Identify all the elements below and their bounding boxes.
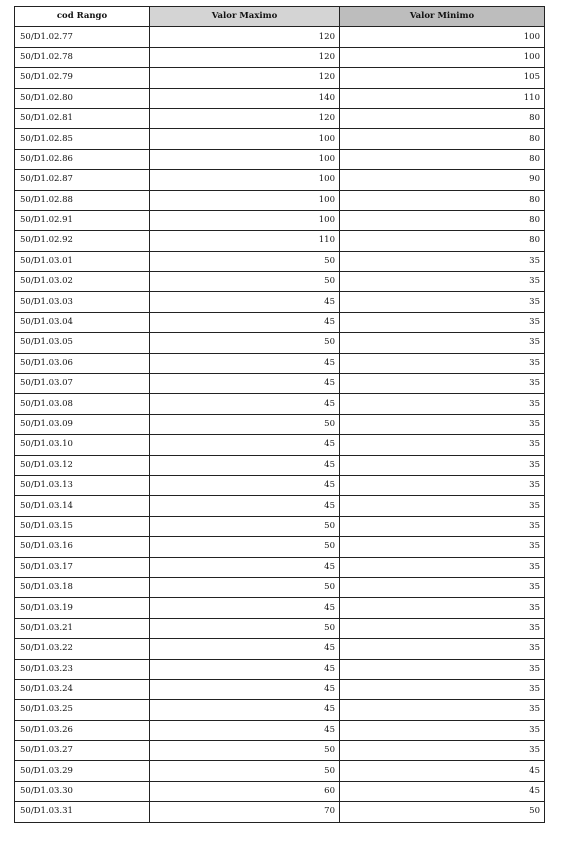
- table-row: [15, 210, 545, 230]
- table-row: [15, 394, 545, 414]
- valor-maximo-cell: 50: [150, 761, 340, 781]
- cod-rango-cell: 50/D1.03.15: [15, 516, 150, 536]
- column-header-cod-rango: cod Rango: [15, 7, 150, 27]
- valor-maximo-cell: 45: [150, 557, 340, 577]
- valor-maximo-cell: 45: [150, 292, 340, 312]
- valor-minimo-cell: 80: [340, 149, 545, 169]
- valor-minimo-cell: 80: [340, 231, 545, 251]
- valor-maximo-cell: 120: [150, 68, 340, 88]
- valor-minimo-cell: 35: [340, 537, 545, 557]
- table-row: [15, 190, 545, 210]
- table-row: [15, 129, 545, 149]
- valor-maximo-cell: 45: [150, 374, 340, 394]
- table-row: [15, 679, 545, 699]
- table-row: [15, 802, 545, 822]
- cod-rango-cell: 50/D1.02.80: [15, 88, 150, 108]
- valor-maximo-cell: 50: [150, 272, 340, 292]
- valor-maximo-cell: 100: [150, 129, 340, 149]
- valor-maximo-cell: 45: [150, 496, 340, 516]
- table-row: [15, 720, 545, 740]
- valor-maximo-cell: 100: [150, 170, 340, 190]
- valor-minimo-cell: 100: [340, 47, 545, 67]
- valor-minimo-cell: 35: [340, 741, 545, 761]
- table-row: [15, 68, 545, 88]
- valor-maximo-cell: 45: [150, 679, 340, 699]
- valor-maximo-cell: 100: [150, 190, 340, 210]
- cod-rango-cell: 50/D1.02.87: [15, 170, 150, 190]
- table-row: [15, 659, 545, 679]
- cod-rango-cell: 50/D1.03.22: [15, 639, 150, 659]
- cod-rango-cell: 50/D1.03.06: [15, 353, 150, 373]
- table-row: [15, 516, 545, 536]
- valor-maximo-cell: 45: [150, 598, 340, 618]
- cod-rango-cell: 50/D1.02.91: [15, 210, 150, 230]
- valor-minimo-cell: 50: [340, 802, 545, 822]
- cod-rango-cell: 50/D1.03.27: [15, 741, 150, 761]
- valor-minimo-cell: 35: [340, 455, 545, 475]
- cod-rango-cell: 50/D1.03.07: [15, 374, 150, 394]
- valor-maximo-cell: 45: [150, 435, 340, 455]
- valor-minimo-cell: 35: [340, 251, 545, 271]
- valor-minimo-cell: 35: [340, 659, 545, 679]
- table-row: [15, 598, 545, 618]
- valor-maximo-cell: 50: [150, 251, 340, 271]
- valor-minimo-cell: 45: [340, 761, 545, 781]
- cod-rango-cell: 50/D1.03.26: [15, 720, 150, 740]
- valor-minimo-cell: 35: [340, 496, 545, 516]
- table-row: [15, 496, 545, 516]
- valor-maximo-cell: 140: [150, 88, 340, 108]
- valor-minimo-cell: 35: [340, 353, 545, 373]
- table-row: [15, 435, 545, 455]
- table-row: [15, 414, 545, 434]
- cod-rango-cell: 50/D1.03.16: [15, 537, 150, 557]
- table-row: [15, 781, 545, 801]
- table-row: [15, 170, 545, 190]
- table-row: [15, 47, 545, 67]
- cod-rango-cell: 50/D1.03.01: [15, 251, 150, 271]
- valor-maximo-cell: 50: [150, 618, 340, 638]
- cod-rango-cell: 50/D1.03.18: [15, 577, 150, 597]
- table-row: [15, 108, 545, 128]
- valor-maximo-cell: 45: [150, 312, 340, 332]
- header-row: [15, 7, 545, 27]
- valor-minimo-cell: 80: [340, 129, 545, 149]
- valor-minimo-cell: 35: [340, 435, 545, 455]
- table-row: [15, 251, 545, 271]
- valor-minimo-cell: 35: [340, 272, 545, 292]
- table-row: [15, 292, 545, 312]
- valor-minimo-cell: 35: [340, 639, 545, 659]
- valor-minimo-cell: 35: [340, 516, 545, 536]
- cod-rango-cell: 50/D1.03.08: [15, 394, 150, 414]
- cod-rango-cell: 50/D1.03.04: [15, 312, 150, 332]
- valor-minimo-cell: 35: [340, 598, 545, 618]
- table-row: [15, 88, 545, 108]
- valor-maximo-cell: 60: [150, 781, 340, 801]
- table-body: [15, 27, 545, 822]
- valor-minimo-cell: 35: [340, 414, 545, 434]
- table-row: [15, 149, 545, 169]
- valor-minimo-cell: 35: [340, 618, 545, 638]
- cod-rango-cell: 50/D1.03.05: [15, 333, 150, 353]
- valor-minimo-cell: 35: [340, 557, 545, 577]
- valor-minimo-cell: 35: [340, 679, 545, 699]
- valor-minimo-cell: 35: [340, 312, 545, 332]
- cod-rango-cell: 50/D1.02.88: [15, 190, 150, 210]
- valor-minimo-cell: 35: [340, 394, 545, 414]
- cod-rango-cell: 50/D1.03.14: [15, 496, 150, 516]
- cod-rango-cell: 50/D1.03.23: [15, 659, 150, 679]
- valor-maximo-cell: 120: [150, 47, 340, 67]
- table-row: [15, 272, 545, 292]
- cod-rango-cell: 50/D1.03.13: [15, 475, 150, 495]
- valor-maximo-cell: 45: [150, 720, 340, 740]
- valor-maximo-cell: 45: [150, 394, 340, 414]
- valor-maximo-cell: 45: [150, 700, 340, 720]
- cod-rango-cell: 50/D1.03.24: [15, 679, 150, 699]
- cod-rango-cell: 50/D1.03.30: [15, 781, 150, 801]
- cod-rango-cell: 50/D1.03.29: [15, 761, 150, 781]
- cod-rango-cell: 50/D1.02.79: [15, 68, 150, 88]
- valor-minimo-cell: 80: [340, 190, 545, 210]
- document-page: [14, 6, 544, 823]
- table-row: [15, 312, 545, 332]
- valor-maximo-cell: 120: [150, 27, 340, 47]
- valor-maximo-cell: 45: [150, 455, 340, 475]
- cod-rango-cell: 50/D1.03.12: [15, 455, 150, 475]
- cod-rango-cell: 50/D1.02.81: [15, 108, 150, 128]
- cod-rango-cell: 50/D1.02.86: [15, 149, 150, 169]
- valor-minimo-cell: 110: [340, 88, 545, 108]
- cod-rango-cell: 50/D1.02.78: [15, 47, 150, 67]
- valor-minimo-cell: 35: [340, 475, 545, 495]
- table-row: [15, 639, 545, 659]
- cod-rango-cell: 50/D1.03.17: [15, 557, 150, 577]
- table-row: [15, 761, 545, 781]
- table-row: [15, 537, 545, 557]
- cod-rango-cell: 50/D1.02.92: [15, 231, 150, 251]
- table-row: [15, 27, 545, 47]
- valor-maximo-cell: 100: [150, 210, 340, 230]
- valor-maximo-cell: 50: [150, 516, 340, 536]
- valor-maximo-cell: 50: [150, 333, 340, 353]
- valor-minimo-cell: 35: [340, 577, 545, 597]
- valor-maximo-cell: 50: [150, 577, 340, 597]
- table-row: [15, 618, 545, 638]
- cod-rango-cell: 50/D1.03.09: [15, 414, 150, 434]
- column-header-valor-maximo: Valor Maximo: [150, 7, 340, 27]
- cod-rango-cell: 50/D1.02.85: [15, 129, 150, 149]
- valor-maximo-cell: 45: [150, 659, 340, 679]
- cod-rango-cell: 50/D1.03.19: [15, 598, 150, 618]
- valor-minimo-cell: 35: [340, 292, 545, 312]
- valor-minimo-cell: 80: [340, 108, 545, 128]
- valor-maximo-cell: 70: [150, 802, 340, 822]
- table-row: [15, 577, 545, 597]
- valor-minimo-cell: 90: [340, 170, 545, 190]
- table-row: [15, 557, 545, 577]
- valor-minimo-cell: 80: [340, 210, 545, 230]
- valor-minimo-cell: 35: [340, 720, 545, 740]
- table-row: [15, 231, 545, 251]
- column-header-valor-minimo: Valor Minimo: [340, 7, 545, 27]
- valor-maximo-cell: 45: [150, 353, 340, 373]
- table-row: [15, 455, 545, 475]
- cod-rango-cell: 50/D1.03.25: [15, 700, 150, 720]
- valor-minimo-cell: 35: [340, 374, 545, 394]
- range-table: [14, 6, 545, 823]
- valor-maximo-cell: 45: [150, 475, 340, 495]
- valor-minimo-cell: 45: [340, 781, 545, 801]
- table-row: [15, 333, 545, 353]
- valor-minimo-cell: 100: [340, 27, 545, 47]
- valor-maximo-cell: 50: [150, 741, 340, 761]
- valor-minimo-cell: 35: [340, 333, 545, 353]
- valor-minimo-cell: 35: [340, 700, 545, 720]
- cod-rango-cell: 50/D1.03.21: [15, 618, 150, 638]
- valor-maximo-cell: 120: [150, 108, 340, 128]
- valor-maximo-cell: 110: [150, 231, 340, 251]
- table-row: [15, 353, 545, 373]
- table-row: [15, 374, 545, 394]
- valor-maximo-cell: 50: [150, 414, 340, 434]
- cod-rango-cell: 50/D1.03.31: [15, 802, 150, 822]
- cod-rango-cell: 50/D1.03.02: [15, 272, 150, 292]
- valor-maximo-cell: 50: [150, 537, 340, 557]
- cod-rango-cell: 50/D1.03.03: [15, 292, 150, 312]
- table-row: [15, 741, 545, 761]
- valor-maximo-cell: 45: [150, 639, 340, 659]
- table-row: [15, 475, 545, 495]
- cod-rango-cell: 50/D1.02.77: [15, 27, 150, 47]
- valor-maximo-cell: 100: [150, 149, 340, 169]
- table-row: [15, 700, 545, 720]
- cod-rango-cell: 50/D1.03.10: [15, 435, 150, 455]
- valor-minimo-cell: 105: [340, 68, 545, 88]
